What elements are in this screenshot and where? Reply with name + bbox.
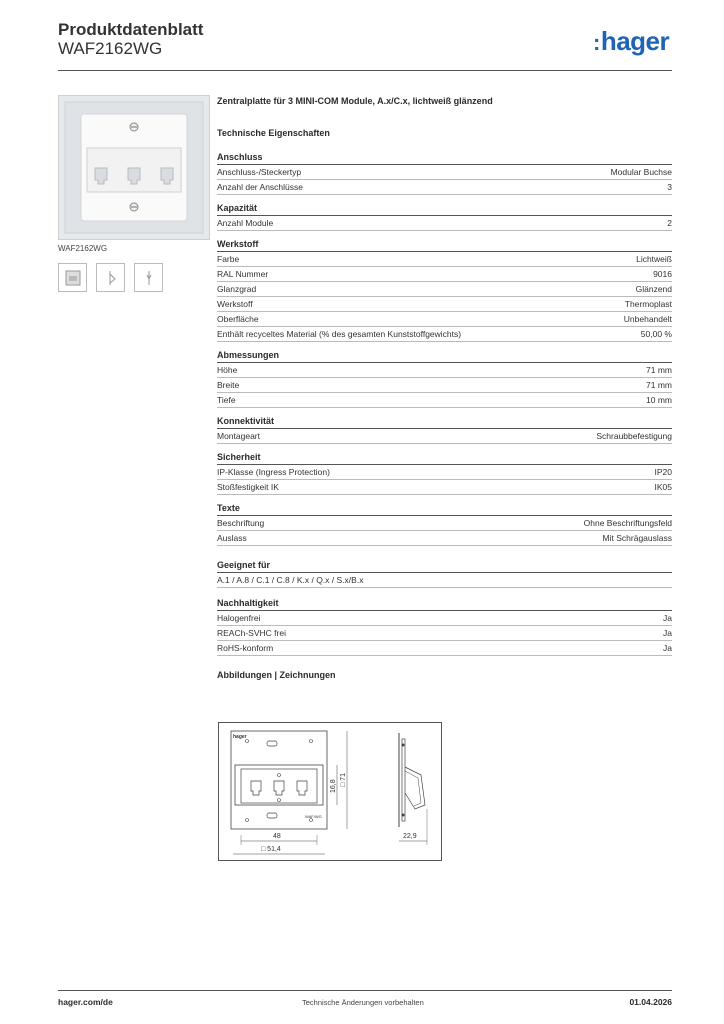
section-title: Sicherheit [217, 452, 672, 465]
section-drawings [217, 670, 672, 682]
spec-row [217, 267, 672, 282]
row-value: IP20 [654, 467, 672, 477]
product-title: Zentralplatte für 3 MINI-COM Module, A.x/C.x, lichtweiß glänzend [217, 96, 493, 106]
section-nachhaltigkeit [217, 598, 672, 656]
row-label: IP-Klasse (Ingress Protection) [217, 467, 330, 477]
row-label: Beschriftung [217, 518, 265, 528]
row-value: 10 mm [646, 395, 672, 405]
row-label: Stoßfestigkeit IK [217, 482, 279, 492]
row-label: REACh-SVHC frei [217, 628, 286, 638]
document-title: Produktdatenblatt [58, 20, 204, 39]
footer-date: 01.04.2026 [629, 997, 672, 1007]
row-label: Farbe [217, 254, 240, 264]
section-title: Texte [217, 503, 672, 516]
product-image [58, 95, 210, 240]
spec-row [217, 611, 672, 626]
spec-section [217, 239, 672, 342]
row-value: 71 mm [646, 365, 672, 375]
spec-row [217, 216, 672, 231]
section-title: Geeignet für [217, 560, 672, 573]
row-label: Anzahl der Anschlüsse [217, 182, 303, 192]
row-label: RAL Nummer [217, 269, 269, 279]
spec-row [217, 480, 672, 495]
spec-row [217, 363, 672, 378]
row-label: Auslass [217, 533, 247, 543]
row-value: Thermoplast [624, 299, 672, 309]
spec-row [217, 393, 672, 408]
spec-row [217, 465, 672, 480]
spec-row [217, 252, 672, 267]
spec-section [217, 350, 672, 408]
row-label: Tiefe [217, 395, 236, 405]
spec-row [217, 378, 672, 393]
logo-text: hager [600, 26, 670, 56]
row-value: Modular Buchse [610, 167, 672, 177]
spec-row [217, 297, 672, 312]
spec-row [217, 573, 672, 588]
section-title: Konnektivität [217, 416, 672, 429]
side-view-thumb-icon[interactable] [96, 263, 125, 292]
spec-row [217, 641, 672, 656]
row-value: Ohne Beschriftungsfeld [583, 518, 672, 528]
drawing-product-mark: WAF/WG [305, 814, 322, 819]
spec-section [217, 152, 672, 195]
spec-section [217, 452, 672, 495]
row-label: A.1 / A.8 / C.1 / C.8 / K.x / Q.x / S.x/B.x [217, 575, 364, 585]
section-title: Anschluss [217, 152, 672, 165]
section-title: Kapazität [217, 203, 672, 216]
spec-row [217, 165, 672, 180]
row-value: Schraubbefestigung [596, 431, 672, 441]
spec-row [217, 312, 672, 327]
row-value: Ja [663, 628, 672, 638]
row-value: Mit Schrägauslass [602, 533, 672, 543]
row-value: 9016 [653, 269, 672, 279]
hager-logo [593, 26, 669, 57]
row-label: Enthält recyceltes Material (% des gesamten Kunststoffgewichts) [217, 329, 462, 339]
footer-website[interactable]: hager.com/de [58, 997, 113, 1007]
row-label: Halogenfrei [217, 613, 261, 623]
spec-row [217, 282, 672, 297]
row-value: IK05 [654, 482, 672, 492]
header-divider [58, 70, 672, 71]
row-label: Werkstoff [217, 299, 253, 309]
section-title: Nachhaltigkeit [217, 598, 672, 611]
row-label: Breite [217, 380, 240, 390]
logo-dots-icon: : [593, 30, 600, 55]
section-geeignet [217, 560, 672, 588]
spec-row [217, 327, 672, 342]
profile-thumb-icon[interactable] [134, 263, 163, 292]
row-value: 3 [667, 182, 672, 192]
dim-71: □ 71 [340, 773, 347, 787]
tech-heading: Technische Eigenschaften [217, 128, 330, 138]
row-label: Anzahl Module [217, 218, 274, 228]
footer-divider [58, 990, 672, 991]
section-title: Werkstoff [217, 239, 672, 252]
row-label: Höhe [217, 365, 238, 375]
row-value: Lichtweiß [636, 254, 672, 264]
thumbnail-strip [58, 263, 163, 292]
row-label: Anschluss-/Steckertyp [217, 167, 302, 177]
row-value: Ja [663, 643, 672, 653]
image-caption: WAF2162WG [58, 244, 108, 253]
row-value: 50,00 % [640, 329, 672, 339]
dim-16-8: 16,8 [330, 779, 337, 793]
row-value: 71 mm [646, 380, 672, 390]
dim-51-4: □ 51,4 [261, 846, 281, 853]
spec-section [217, 203, 672, 231]
row-label: RoHS-konform [217, 643, 274, 653]
row-label: Glanzgrad [217, 284, 257, 294]
row-value: Glänzend [635, 284, 672, 294]
row-value: Ja [663, 613, 672, 623]
dim-22-9: 22,9 [403, 833, 417, 840]
row-value: Unbehandelt [623, 314, 672, 324]
spec-row [217, 180, 672, 195]
section-title: Abbildungen | Zeichnungen [217, 670, 336, 680]
spec-section [217, 503, 672, 546]
spec-row [217, 429, 672, 444]
dim-48: 48 [273, 833, 281, 840]
spec-section [217, 416, 672, 444]
row-label: Montageart [217, 431, 260, 441]
spec-content [217, 95, 672, 690]
section-title: Abmessungen [217, 350, 672, 363]
footer-disclaimer: Technische Änderungen vorbehalten [302, 998, 424, 1007]
spec-sections [217, 152, 672, 546]
row-label: Oberfläche [217, 314, 259, 324]
product-thumb-icon[interactable] [58, 263, 87, 292]
technical-drawing [218, 722, 442, 861]
spec-row [217, 626, 672, 641]
row-value: 2 [667, 218, 672, 228]
article-number: WAF2162WG [58, 39, 163, 58]
spec-row [217, 516, 672, 531]
drawing-brand: hager [233, 734, 247, 740]
spec-row [217, 531, 672, 546]
